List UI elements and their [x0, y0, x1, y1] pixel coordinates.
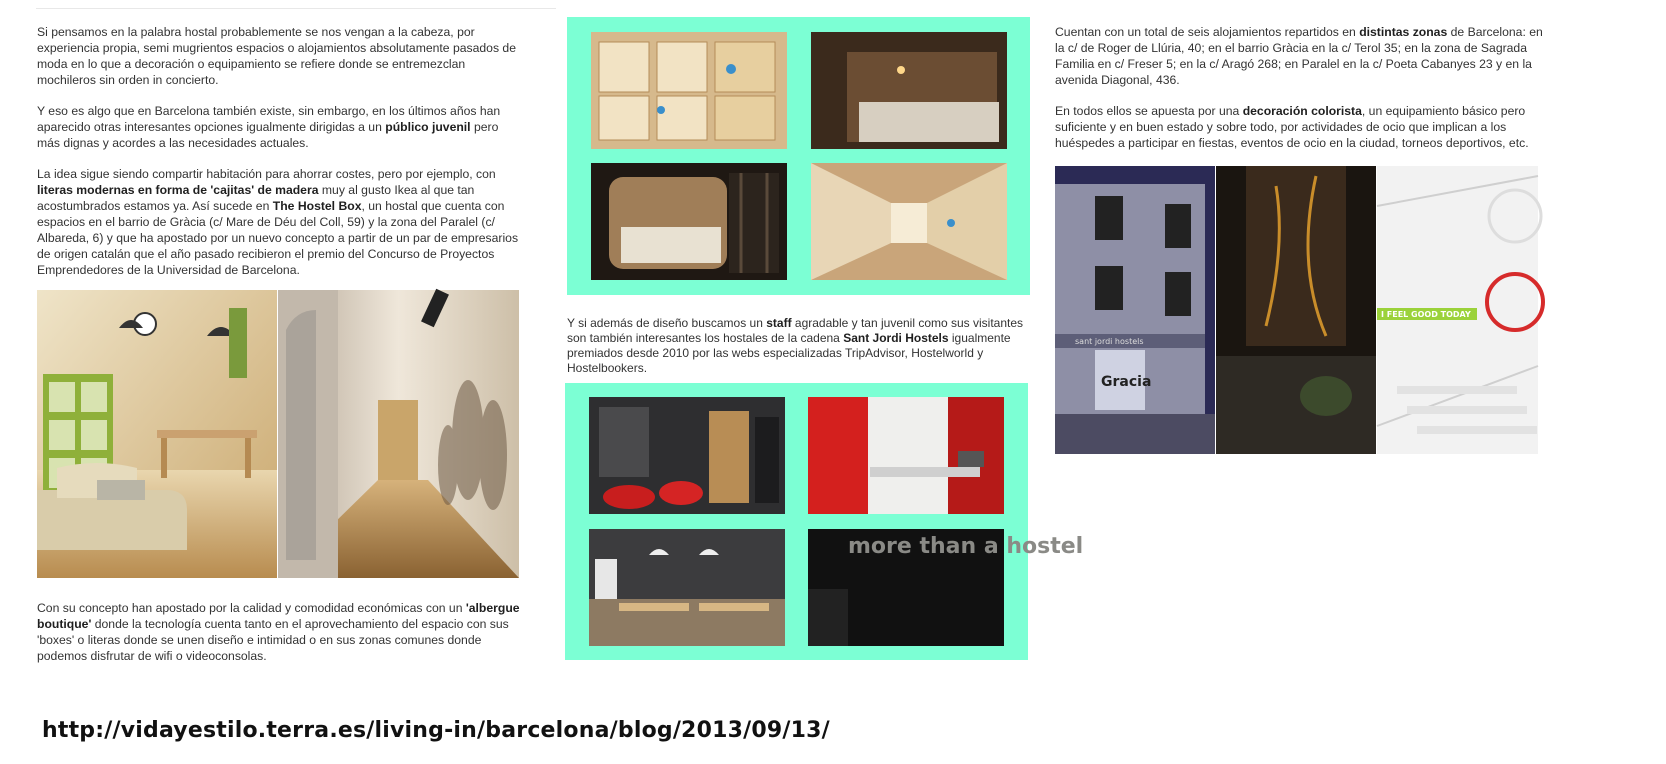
photo-corridor: [278, 290, 519, 578]
left-column-bottom: [37, 600, 522, 679]
left-paragraph-1: Si pensamos en la palabra hostal probablemente se nos vengan a la cabeza, por experiencia propia, semi mugrientos espacios o alojamientos absolutamente pasados de moda en lo que a decoración o equipamiento se refiere donde se entremezclan mochileros sin orden in concierto.: [37, 25, 516, 87]
left-paragraph-2: Y eso es algo que en Barcelona también existe, sin embargo, en los últimos años han aparecido otras interesantes opciones igualmente dirigidas a un público juvenil pero más dignas y acordes a las necesidades actuales.: [37, 104, 501, 150]
photo-more-than-a-hostel: [808, 529, 1084, 646]
photo-hostel-facade: [1055, 166, 1215, 454]
photo-dining-room: [589, 529, 785, 646]
feel-good-sign: I FEEL GOOD TODAY: [1381, 310, 1471, 319]
top-divider: [36, 8, 556, 9]
source-url: http://vidayestilo.terra.es/living-in/barcelona/blog/2013/09/13/: [42, 718, 830, 743]
right-paragraph-1: Cuentan con un total de seis alojamientos repartidos en distintas zonas de Barcelona: en la c/ de Roger de Llúria, 40; en el barrio Gràcia en la c/ Terol 35; en la zona de Sagrada Familia en c/ Freser 5; en la c/ Aragó 268; en Paralel en la c/ Poeta Cabanyes 23 y en la avenida Diagonal, 436.: [1055, 25, 1543, 87]
middle-text: [567, 316, 1030, 391]
photo-lounge-red: [589, 397, 785, 514]
facade-sign-text: sant jordi hostels: [1075, 337, 1144, 346]
sant-jordi-name: Sant Jordi Hostels: [843, 331, 949, 345]
hostel-box-name: The Hostel Box: [272, 199, 362, 213]
photo-bunk-boxes: [591, 32, 787, 149]
more-than-sign: more than a hostel: [848, 534, 1084, 559]
photo-box-hallway: [811, 163, 1007, 280]
right-paragraph-2: En todos ellos se apuesta por una decoración colorista, un equipamiento básico pero suficiente y en buen estado y sobre todo, por actividades de ocio que implican a los huéspedes a participar en fiestas, eventos de ocio en la ciudad, torneos deportivos, etc.: [1055, 104, 1529, 150]
gracia-sign: Gracia: [1101, 374, 1152, 390]
photo-box-interior-dark: [811, 32, 1007, 149]
right-column: [1055, 24, 1543, 166]
middle-paragraph-1: Y si además de diseño buscamos un staff agradable y tan juvenil como sus visitantes son también interesantes los hostales de la cadena Sant Jordi Hostels igualmente premiados desde 2010 por las webs especializadas TripAdvisor, Hostelworld y Hostelbookers.: [567, 316, 1024, 375]
left-paragraph-3: La idea sigue siendo compartir habitación para ahorrar costes, pero por ejemplo, con literas modernas en forma de 'cajitas' de madera muy al gusto Ikea al que tan acostumbrados estamos ya. Así sucede en The Hostel Box, un hostal que cuenta con espacios en el barrio de Gràcia (c/ Mare de Déu del Coll, 59) y la zona del Paralel (c/ Albareda, 6) y que ha apostado por un nuevo concepto a partir de un par de empresarios de origen catalán que el año pasado recibieron el premio del Concurso de Proyectos Emprendedores de la Universidad de Barcelona.: [37, 167, 519, 277]
photo-kitchen-red: [808, 397, 1004, 514]
photo-box-bed: [591, 163, 787, 280]
photo-party-crowd: [1216, 166, 1376, 454]
left-column: [37, 24, 522, 293]
photo-common-room: [37, 290, 277, 578]
photo-stairs-bike: [1377, 166, 1538, 454]
left-paragraph-4: Con su concepto han apostado por la calidad y comodidad económicas con un 'albergue boutique' donde la tecnología cuenta tanto en el aprovechamiento del espacio con sus 'boxes' o literas donde se unen diseño e intimidad o en sus zonas comunes donde podemos disfrutar de wifi o videoconsolas.: [37, 601, 520, 663]
